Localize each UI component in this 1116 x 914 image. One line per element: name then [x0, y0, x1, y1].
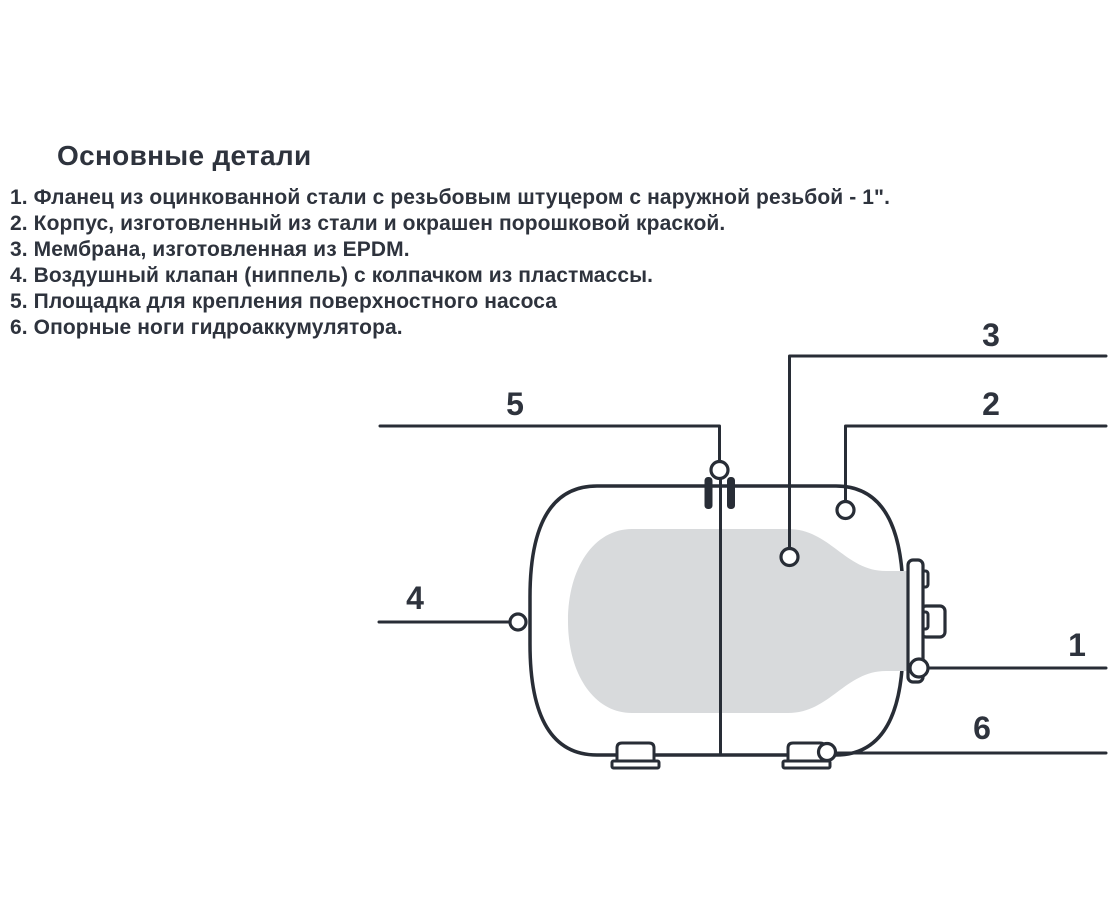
callout-dot-5 [711, 462, 728, 479]
callout-dot-1 [910, 659, 928, 677]
callout-label-4: 4 [406, 580, 424, 616]
parts-list-item-6: 6. Опорные ноги гидроаккумулятора. [10, 316, 403, 339]
callout-dot-3 [781, 549, 798, 566]
callout-label-6: 6 [973, 710, 991, 746]
callout-dot-4 [510, 614, 526, 630]
callout-label-5: 5 [506, 386, 524, 422]
platform-bracket-right-prong [727, 477, 735, 509]
callout-dot-6 [819, 744, 836, 761]
callout-line-2 [846, 426, 1107, 500]
parts-list-item-1: 1. Фланец из оцинкованной стали с резьбовым штуцером с наружной резьбой - 1". [10, 186, 891, 209]
left-foot-base [612, 761, 659, 768]
parts-list-item-5: 5. Площадка для крепления поверхностного насоса [10, 290, 558, 313]
callout-label-3: 3 [982, 317, 1000, 353]
callout-line-5 [380, 426, 720, 461]
left-foot-body [617, 743, 654, 761]
callout-dot-2 [837, 502, 854, 519]
page-title: Основные детали [57, 140, 312, 171]
callout-label-2: 2 [982, 386, 1000, 422]
parts-list-item-3: 3. Мембрана, изготовленная из EPDM. [10, 238, 410, 261]
callout-label-1: 1 [1068, 627, 1086, 663]
right-foot-base [783, 761, 830, 768]
parts-list-item-4: 4. Воздушный клапан (ниппель) с колпачком из пластмассы. [10, 264, 654, 287]
platform-bracket-left-prong [705, 477, 713, 509]
parts-list-item-2: 2. Корпус, изготовленный из стали и окрашен порошковой краской. [10, 212, 726, 235]
